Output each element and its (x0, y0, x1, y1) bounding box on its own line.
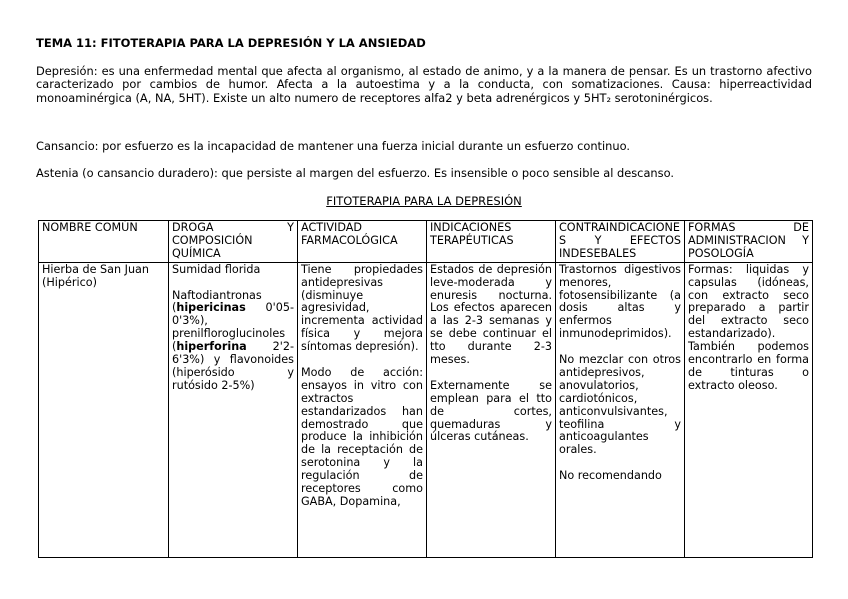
droga-line-1: Sumidad florida (172, 262, 261, 276)
actividad-para-2: Modo de acción: ensayos in vitro con extractos estandarizados han demostrado que produce la inhibición de la receptación de serotonina y la regulación de receptores como GABA, Dopamina, (301, 365, 423, 509)
paragraph-depresion: Depresión: es una enfermedad mental que afecta al organismo, al estado de animo, y a la manera de pensar. Es un trastorno afectivo caracterizado por cambios de humor. Afecta a la autoestima y a la conducta, con somatizaciones. Causa: hiperreactividad monoaminérgica (A, NA, 5HT). Existe un alto numero de receptores alfa2 y beta adrenérgicos y 5HT₂ serotoninérgicos. (36, 64, 812, 105)
header-droga: DROGA Y COMPOSICIÓN QUÍMICA (169, 221, 298, 263)
droga-text-c: 0'05-0'3%), prenilfloroglucinoles ( (172, 301, 294, 354)
formas-para-2: También podemos encontrarlo en forma de tinturas o extracto oleoso. (688, 340, 809, 392)
nombre-text: Hierba de San Juan (Hipérico) (42, 262, 149, 289)
table-header-row (39, 221, 813, 263)
formas-para-1: Formas: liquidas y capsulas (idóneas, con extracto seco preparado a partir del extracto seco estandarizado). (688, 262, 809, 341)
paragraph-cansancio: Cansancio: por esfuerzo es la incapacidad de mantener una fuerza inicial durante un esfuerzo continuo. (36, 139, 630, 153)
table-row (39, 262, 813, 557)
header-formas: FORMAS DE ADMINISTRACION Y POSOLOGÍA (685, 221, 813, 263)
droga-text-a: Naftodiantronas ( (172, 288, 262, 315)
actividad-para-1: Tiene propiedades antidepresivas (disminuye agresividad, incrementa actividad física y mejora síntomas depresión). (301, 262, 423, 354)
header-nombre: NOMBRE COMÚN (39, 221, 169, 263)
cell-droga (169, 262, 298, 557)
contra-para-3: No recomendando (559, 469, 662, 483)
header-contraindicaciones: CONTRAINDICACIONES Y EFECTOS INDESEBALES (556, 221, 685, 263)
spacer (430, 367, 552, 380)
phytotherapy-table (38, 220, 813, 558)
indicaciones-para-2: Externamente se emplean para el tto de cortes, quemaduras y úlceras cutáneas. (430, 378, 552, 444)
cell-actividad (298, 262, 427, 557)
section-subtitle: FITOTERAPIA PARA LA DEPRESIÓN (326, 194, 522, 208)
droga-bold-hipericinas: hipericinas (176, 301, 246, 315)
cell-indicaciones (427, 262, 556, 557)
contra-para-1: Trastornos digestivos menores, fotosensibilizante (a dosis altas y enfermos inmunodeprimidos). (559, 262, 681, 341)
cell-contraindicaciones (556, 262, 685, 557)
page-title: TEMA 11: FITOTERAPIA PARA LA DEPRESIÓN Y LA ANSIEDAD (36, 36, 426, 50)
paragraph-astenia: Astenia (o cansancio duradero): que persiste al margen del esfuerzo. Es insensible o poco sensible al descanso. (36, 166, 674, 180)
header-indicaciones: INDICACIONES TERAPÉUTICAS (427, 221, 556, 263)
cell-nombre (39, 262, 169, 557)
cell-formas (685, 262, 813, 557)
indicaciones-para-1: Estados de depresión leve-moderada y enuresis nocturna. Los efectos aparecen a las 2-3 semanas y se debe continuar el tto durante 2-3 meses. (430, 262, 552, 367)
droga-text-e: 2'2-6'3%) y flavonoides (hiperósido y rutósido 2-5%) (172, 340, 294, 392)
header-actividad: ACTIVIDAD FARMACOLÓGICA (298, 221, 427, 263)
droga-bold-hiperforina: hiperforina (176, 340, 247, 354)
contra-para-2: No mezclar con otros antidepresivos, anovulatorios, cardiotónicos, anticonvulsivantes, teofilina y anticoagulantes orales. (559, 353, 681, 457)
